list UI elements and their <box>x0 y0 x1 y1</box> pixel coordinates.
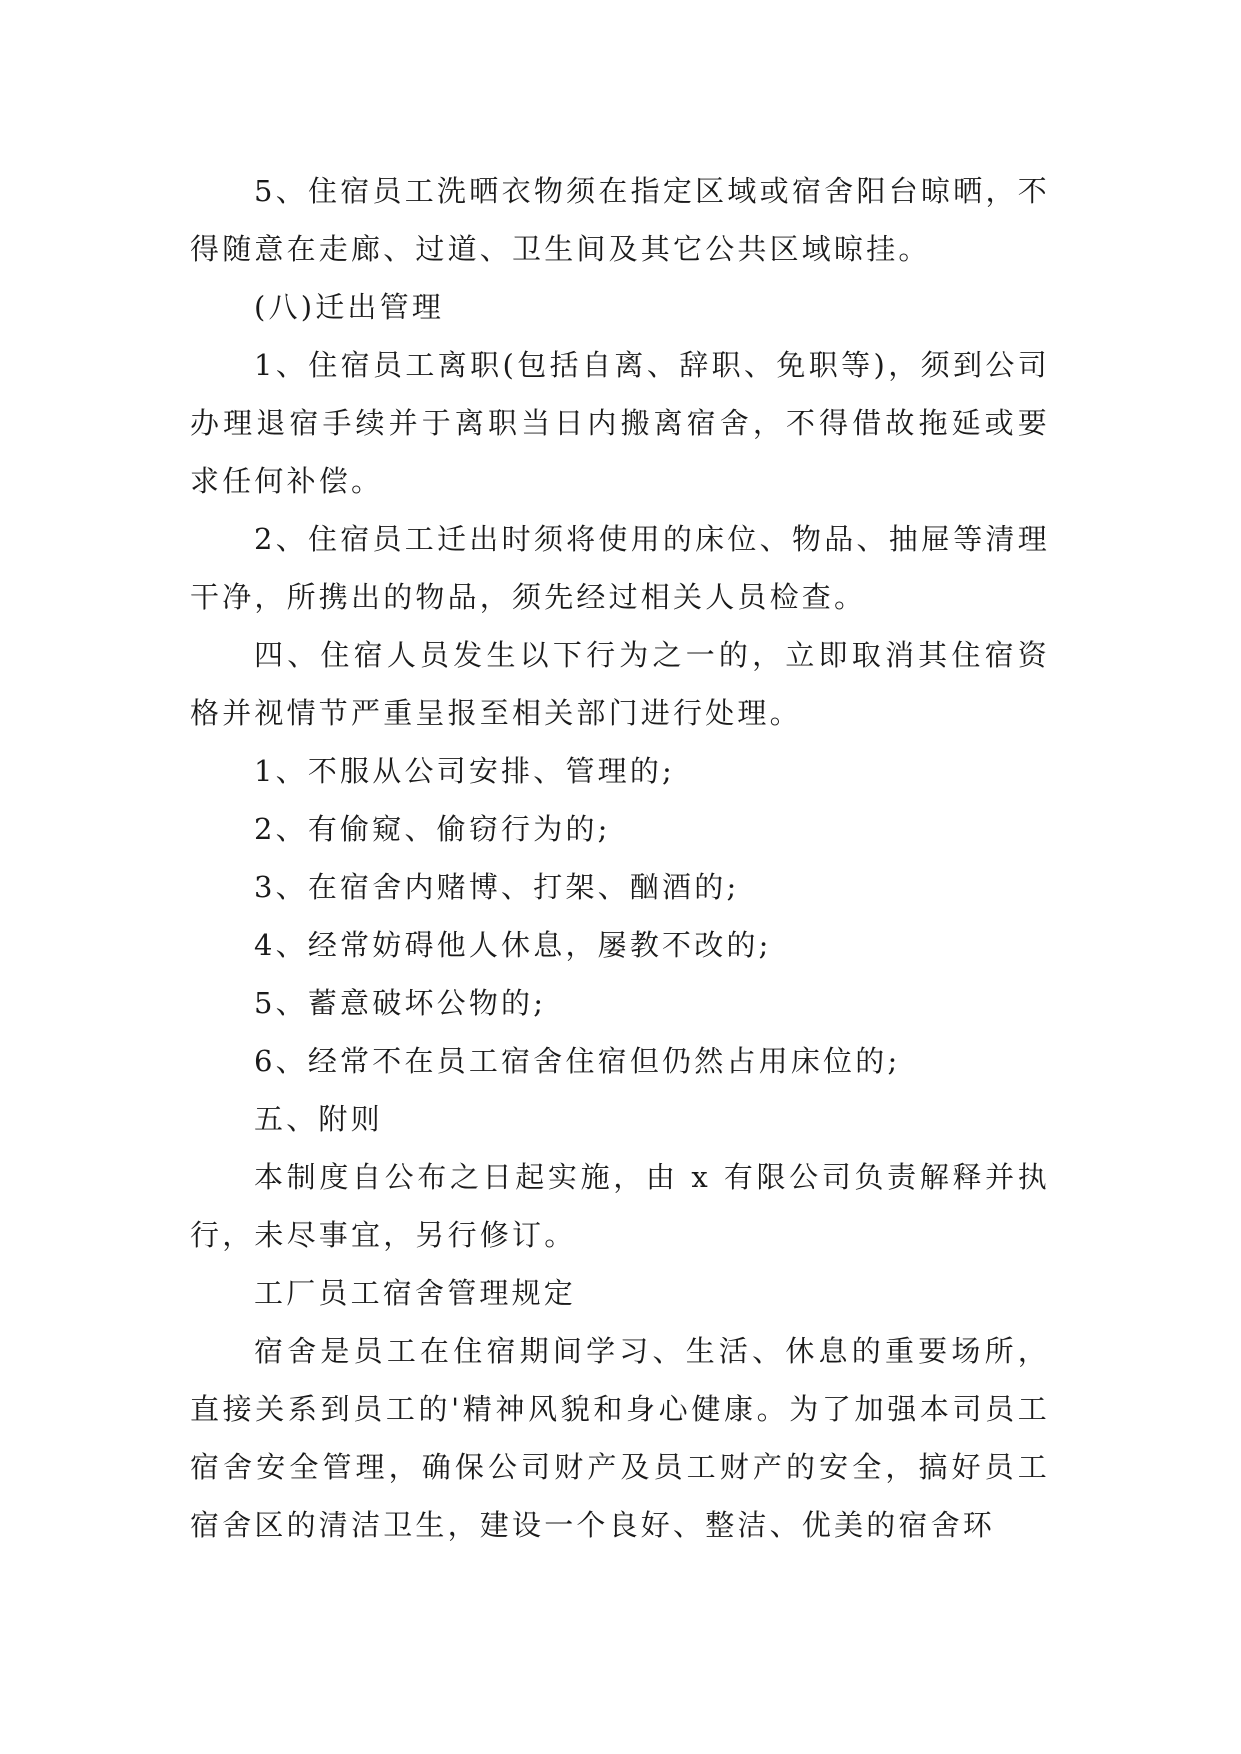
paragraph-cleanup-rule: 2、住宿员工迁出时须将使用的床位、物品、抽屉等清理干净，所携出的物品，须先经过相关人员检查。 <box>190 522 1050 614</box>
list-item-disturbance: 4、经常妨碍他人休息，屡教不改的; <box>254 928 772 962</box>
paragraph-effective-date: 本制度自公布之日起实施，由 x 有限公司负责解释并执行，未尽事宜，另行修订。 <box>190 1160 1050 1252</box>
list-item-theft: 2、有偷窥、偷窃行为的; <box>254 812 611 846</box>
section-heading-appendix: 五、附则 <box>254 1102 383 1136</box>
list-item-disobey: 1、不服从公司安排、管理的; <box>254 754 676 788</box>
document-body <box>190 162 1050 1554</box>
document-title-dormitory-rules: 工厂员工宿舍管理规定 <box>254 1276 577 1310</box>
list-item-vandalism: 5、蓄意破坏公物的; <box>254 986 547 1020</box>
paragraph-revocation-intro: 四、住宿人员发生以下行为之一的，立即取消其住宿资格并视情节严重呈报至相关部门进行处理。 <box>190 638 1050 730</box>
paragraph-laundry-rule: 5、住宿员工洗晒衣物须在指定区域或宿舍阳台晾晒，不得随意在走廊、过道、卫生间及其它公共区域晾挂。 <box>190 174 1050 266</box>
paragraph-dormitory-intro: 宿舍是员工在住宿期间学习、生活、休息的重要场所，直接关系到员工的'精神风貌和身心健康。为了加强本司员工宿舍安全管理，确保公司财产及员工财产的安全，搞好员工宿舍区的清洁卫生，建设一个良好、整洁、优美的宿舍环 <box>190 1334 1050 1542</box>
section-heading-move-out: (八)迁出管理 <box>254 290 445 324</box>
list-item-absence: 6、经常不在员工宿舍住宿但仍然占用床位的; <box>254 1044 901 1078</box>
list-item-gambling: 3、在宿舍内赌博、打架、酗酒的; <box>254 870 740 904</box>
paragraph-resignation-rule: 1、住宿员工离职(包括自离、辞职、免职等)，须到公司办理退宿手续并于离职当日内搬离宿舍，不得借故拖延或要求任何补偿。 <box>190 348 1050 498</box>
